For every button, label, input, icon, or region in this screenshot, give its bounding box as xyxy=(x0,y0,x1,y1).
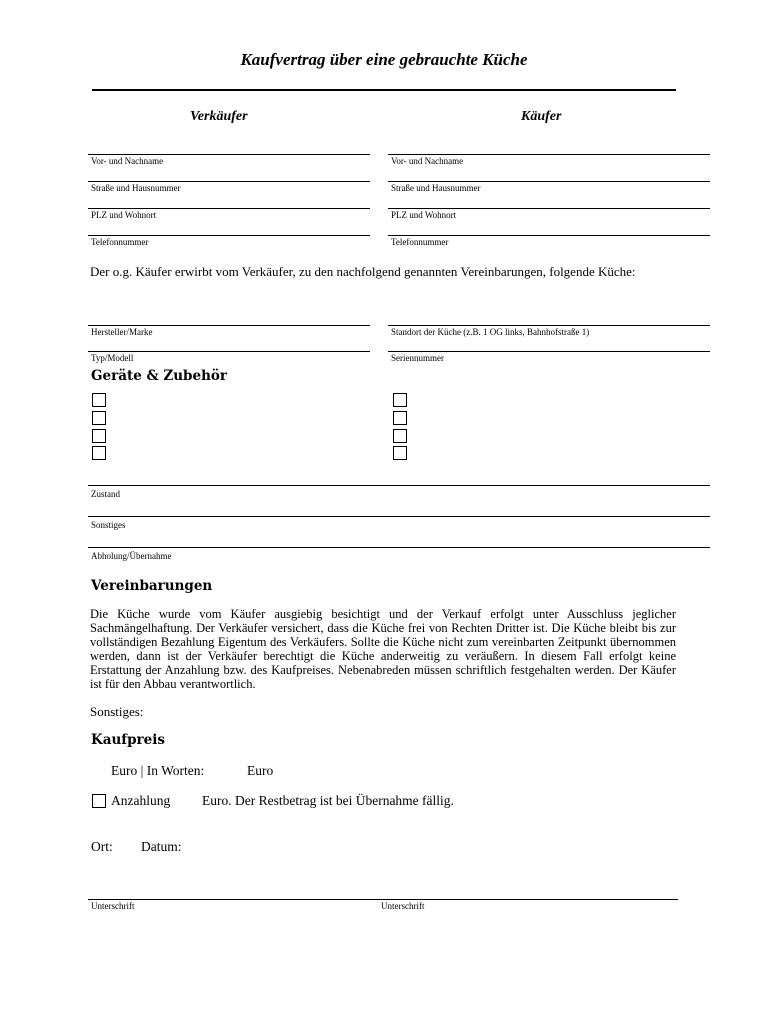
appliance-checkbox-right-3[interactable] xyxy=(393,429,407,443)
date-label: Datum: xyxy=(141,839,182,854)
buyer-street-label: Straße und Hausnummer xyxy=(391,183,481,193)
buyer-city-line[interactable] xyxy=(388,208,710,209)
seller-city-line[interactable] xyxy=(88,208,370,209)
pickup-label: Abholung/Übernahme xyxy=(91,551,172,561)
deposit-label: Anzahlung xyxy=(111,793,171,808)
seller-phone-label: Telefonnummer xyxy=(91,237,149,247)
buyer-phone-label: Telefonnummer xyxy=(391,237,449,247)
signature-line[interactable] xyxy=(88,899,678,900)
appliance-checkbox-right-1[interactable] xyxy=(393,393,407,407)
deposit-checkbox[interactable] xyxy=(92,794,106,808)
appliance-checkbox-left-3[interactable] xyxy=(92,429,106,443)
document-title: Kaufvertrag über eine gebrauchte Küche xyxy=(240,50,528,69)
seller-street-line[interactable] xyxy=(88,181,370,182)
price-heading: Kaufpreis xyxy=(91,732,165,748)
appliance-checkbox-right-2[interactable] xyxy=(393,411,407,425)
manufacturer-label: Hersteller/Marke xyxy=(91,327,153,337)
signature-label-right: Unterschrift xyxy=(381,901,425,911)
agreements-text: Die Küche wurde vom Käufer ausgiebig besichtigt und der Verkauf erfolgt unter Ausschluss jeglicher Sachmängelhaftung. Der Verkäufer versichert, dass die Küche frei von Rechten Dritter ist. Die Küche bleibt bis zur vollständigen Bezahlung Eigentum des Verkäufers. Sollte die Küche nicht zum vereinbarten Zeitpunkt übernommen werden, dann ist der Verkäufer berechtigt die Küche anderweitig zu veräußern. In diesem Fall erfolgt keine Erstattung der Anzahlung bzw. des Kaufpreises. Nebenabreden müssen schriftlich festgehalten werden. Der Käufer ist für den Abbau verantwortlich. xyxy=(90,607,676,691)
buyer-name-label: Vor- und Nachname xyxy=(391,156,464,166)
model-line[interactable] xyxy=(88,351,370,352)
appliance-checkbox-left-4[interactable] xyxy=(92,446,106,460)
location-line[interactable] xyxy=(388,325,710,326)
appliance-checkbox-left-2[interactable] xyxy=(92,411,106,425)
buyer-city-label: PLZ und Wohnort xyxy=(391,210,457,220)
seller-street-label: Straße und Hausnummer xyxy=(91,183,181,193)
intro-text: Der o.g. Käufer erwirbt vom Verkäufer, zu den nachfolgend genannten Vereinbarungen, folgende Küche: xyxy=(90,264,636,279)
buyer-name-line[interactable] xyxy=(388,154,710,155)
serial-line[interactable] xyxy=(388,351,710,352)
buyer-heading: Käufer xyxy=(521,109,562,124)
seller-phone-line[interactable] xyxy=(88,235,370,236)
other-line[interactable] xyxy=(88,516,710,517)
buyer-phone-line[interactable] xyxy=(388,235,710,236)
place-label: Ort: xyxy=(91,839,113,854)
title-divider xyxy=(92,89,676,91)
price-euro-label: Euro | In Worten: xyxy=(111,763,205,778)
manufacturer-line[interactable] xyxy=(88,325,370,326)
buyer-street-line[interactable] xyxy=(388,181,710,182)
seller-city-label: PLZ und Wohnort xyxy=(91,210,157,220)
model-label: Typ/Modell xyxy=(91,353,134,363)
serial-label: Seriennummer xyxy=(391,353,444,363)
seller-name-line[interactable] xyxy=(88,154,370,155)
other-label: Sonstiges xyxy=(91,520,126,530)
condition-label: Zustand xyxy=(91,489,120,499)
seller-name-label: Vor- und Nachname xyxy=(91,156,164,166)
appliance-checkbox-right-4[interactable] xyxy=(393,446,407,460)
agreements-heading: Vereinbarungen xyxy=(91,578,213,594)
pickup-line[interactable] xyxy=(88,547,710,548)
condition-line[interactable] xyxy=(88,485,710,486)
location-label: Standort der Küche (z.B. 1 OG links, Bahnhofstraße 1) xyxy=(391,327,590,337)
agreements-other-label: Sonstiges: xyxy=(90,704,144,719)
deposit-text: Euro. Der Restbetrag ist bei Übernahme fällig. xyxy=(202,793,454,808)
price-euro-suffix: Euro xyxy=(247,763,274,778)
signature-label-left: Unterschrift xyxy=(91,901,135,911)
appliance-checkbox-left-1[interactable] xyxy=(92,393,106,407)
seller-heading: Verkäufer xyxy=(190,109,248,124)
appliances-heading: Geräte & Zubehör xyxy=(91,368,228,384)
